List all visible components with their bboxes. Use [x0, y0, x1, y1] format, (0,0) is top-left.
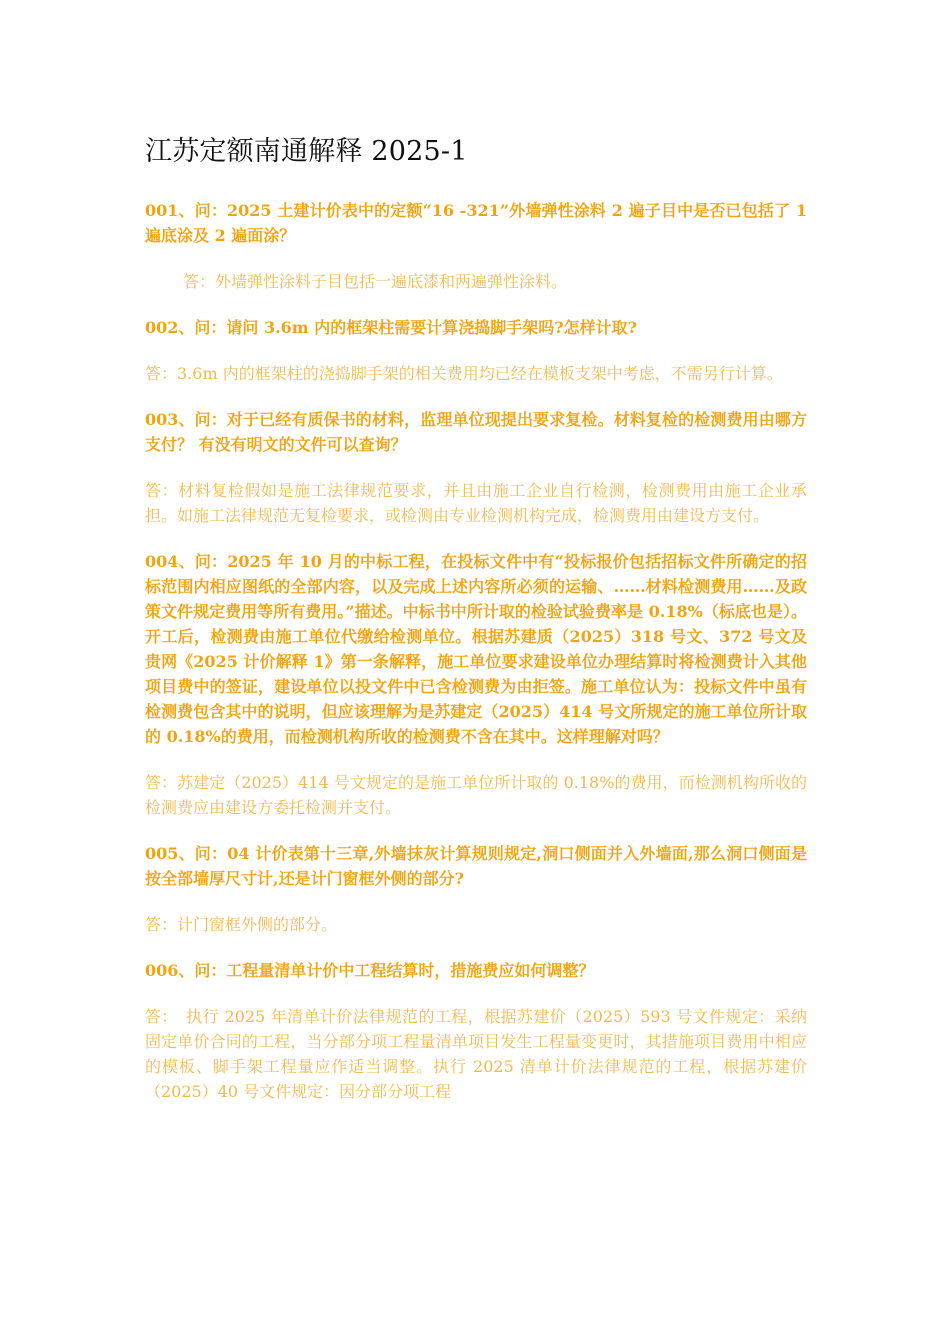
qa-item-005 [145, 841, 807, 937]
question-text: 005、问：04 计价表第十三章,外墙抹灰计算规则规定,洞口侧面并入外墙面,那么洞口侧面是按全部墙厚尺寸计,还是计门窗框外侧的部分? [145, 844, 807, 888]
answer-text: 答：外墙弹性涂料子目包括一遍底漆和两遍弹性涂料。 [183, 272, 568, 291]
question-text: 002、问：请问 3.6m 内的框架柱需要计算浇捣脚手架吗?怎样计取? [145, 318, 638, 337]
question-text: 003、问：对于已经有质保书的材料，监理单位现提出要求复检。材料复检的检测费用由哪方支付？ 有没有明文的文件可以查询？ [145, 410, 807, 454]
qa-item-002 [145, 315, 807, 386]
question-text: 001、问：2025 土建计价表中的定额“16 -321”外墙弹性涂料 2 遍子目中是否已包括了 1 遍底涂及 2 遍面涂？ [145, 201, 807, 245]
question-text: 006、问：工程量清单计价中工程结算时，措施费应如何调整？ [145, 961, 595, 980]
answer-text: 答：材料复检假如是施工法律规范要求，并且由施工企业自行检测，检测费用由施工企业承担。如施工法律规范无复检要求，或检测由专业检测机构完成，检测费用由建设方支付。 [145, 481, 807, 525]
document-title: 江苏定额南通解释 2025-1 [145, 136, 468, 167]
qa-item-006 [145, 958, 807, 1104]
document-page [145, 132, 807, 1125]
answer-text: 答：苏建定（2025）414 号文规定的是施工单位所计取的 0.18%的费用，而检测机构所收的检测费应由建设方委托检测并支付。 [145, 773, 807, 817]
answer-text: 答：3.6m 内的框架柱的浇捣脚手架的相关费用均已经在模板支架中考虑，不需另行计算。 [145, 364, 783, 383]
qa-item-001 [145, 198, 807, 294]
qa-item-004 [145, 549, 807, 820]
answer-text: 答：计门窗框外侧的部分。 [145, 915, 338, 934]
qa-item-003 [145, 407, 807, 528]
answer-text: 答： 执行 2025 年清单计价法律规范的工程，根据苏建价（2025）593 号文件规定：采纳固定单价合同的工程，当分部分项工程量清单项目发生工程量变更时，其措施项目费用中相应的模板、脚手架工程量应作适当调整。执行 2025 清单计价法律规范的工程，根据苏建价（2025）40 号文件规定：因分部分项工程 [145, 1007, 807, 1101]
question-text: 004、问：2025 年 10 月的中标工程，在投标文件中有“投标报价包括招标文件所确定的招标范围内相应图纸的全部内容，以及完成上述内容所必须的运输、……材料检测费用……及政策文件规定费用等所有费用。”描述。中标书中所计取的检验试验费率是 0.18%（标底也是）。开工后，检测费由施工单位代缴给检测单位。根据苏建质（2025）318 号文、372 号文及贵网《2025 计价解释 1》第一条解释，施工单位要求建设单位办理结算时将检测费计入其他项目费中的签证，建设单位以投文件中已含检测费为由拒签。施工单位认为：投标文件中虽有检测费包含其中的说明，但应该理解为是苏建定（2025）414 号文所规定的施工单位所计取的 0.18%的费用，而检测机构所收的检测费不含在其中。这样理解对吗？ [145, 552, 807, 746]
